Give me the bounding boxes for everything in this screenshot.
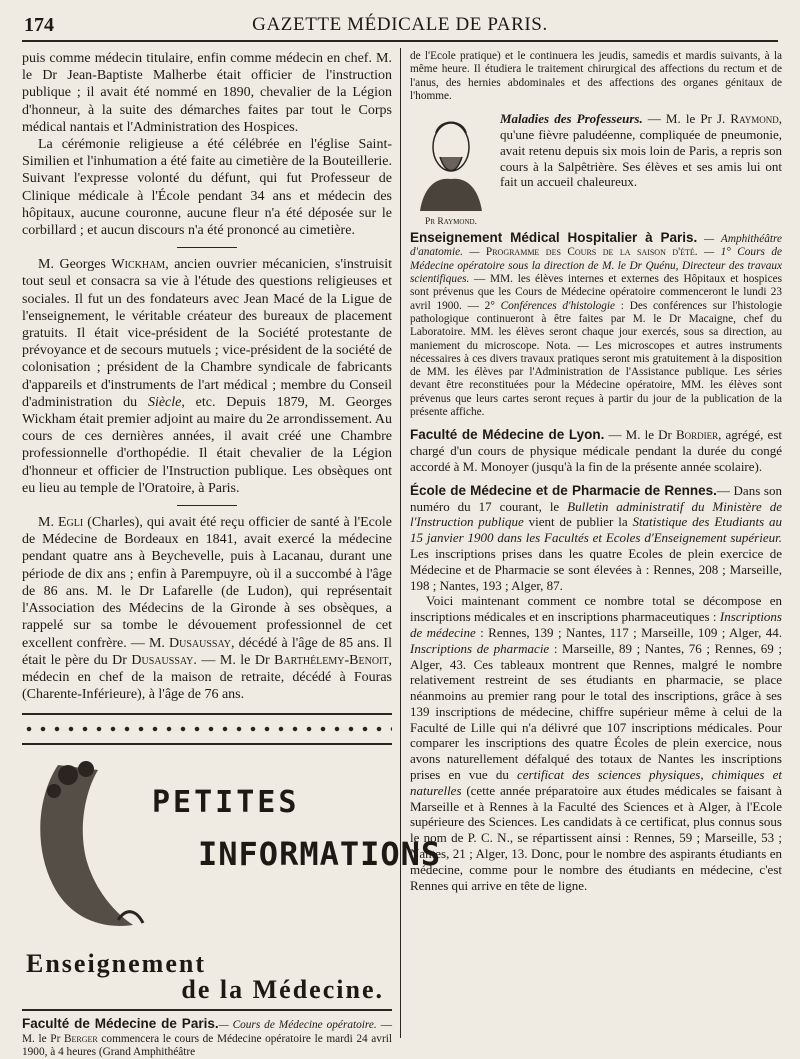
enseignement-hospitalier-paragraph: Enseignement Médical Hospitalier à Paris. — Amphithéâtre d'anatomie. — Programme des Cours de la saison d'été. — 1° Cours de Médecine opératoire sous la direction de M. le Dr Quénu, Directeur des travaux scientifiques. — MM. les élèves internes et externes des Hôpitaux et hospices sont prévenus que les Cours de Médecine opératoire commenceront le lundi 23 avril 1900. — 2° Conférences d'histologie : Des conférences sur l'histologie pathologique continueront à être faites par M. le Dr Macaigne, chef du Laboratoire. MM. les élèves seront chaque jour exercés, sous sa direction, au maniement du microscope. Nota. — Les microscopes et autres instruments nécessaires à ces divers travaux pratiques seront mis gratuitement à la disposition de MM. les élèves par l'Administration de l'Assistance publique. Les séries devant être reconstituées pour la Médecine opératoire, MM. les élèves sont prévenus que leurs cartes seront reçues à partir du jour de la publication de la présente affiche. [410, 230, 783, 419]
heading-rule [22, 1009, 392, 1011]
malherbe-paragraph: puis comme médecin titulaire, enfin comme médecin en chef. M. le Dr Jean-Baptiste Malherbe était officier de l'instruction publique ; il avait été nommé en 1890, chevalier de la Légion d'honneur, à la suite des démarches faites par tout le Corps médical nantais et l'Administration des Hospices. [22, 51, 392, 135]
lyon-paragraph: Faculté de Médecine de Lyon. — M. le Dr Bordier, agrégé, est chargé d'un cours de physique médicale pendant la durée du congé accordé à M. Monoyer (jusqu'à la fin de la présente année scolaire). [410, 427, 782, 474]
raymond-portrait [410, 113, 492, 228]
wickham-paragraph: M. Georges Wickham, ancien ouvrier mécanicien, s'instruisit tout seul et consacra sa vie à l'étude des questions religieuses et sociales. Il fut un des fondateurs avec Jean Macé de la Ligue de l'enseignement, le véritable créateur des bureaux de placement gratuits. Il était vice-président de la Société protestante de prévoyance et de secours mutuels ; vice-président de la société de colonisation ; président de la Chambre syndicale de fabricants d'appareils et d'instruments de l'art médical ; membre du Conseil d'administration du Siècle, etc. Depuis 1879, M. Georges Wickham était premier adjoint au maire du 2e arrondissement. Au cours de ces dernières années, il avait créé une Chambre professionnelle d'orthopédie. Il était chevalier de la Légion d'honneur et officier de l'Instruction publique. Les obsèques ont eu lieu au temple de l'Oratoire, à Paris. [22, 257, 392, 496]
separator-rule [177, 247, 237, 248]
rennes-paragraph-1: École de Médecine et de Pharmacie de Rennes.— Dans son numéro du 17 courant, le Bulletin administratif du Ministère de l'Instruction publique vient de publier la Statistique des Etudiants au 15 janvier 1900 dans les Facultés et Ecoles d'Enseignement supérieur. Les inscriptions prises dans les quatre Ecoles de plein exercice de Médecine et de Pharmacie se sont élevées à : Rennes, 208 ; Marseille, 198 ; Nantes, 193 ; Alger, 87. [410, 482, 782, 593]
cornucopia-illustration [28, 755, 148, 935]
portrait-caption: Pr Raymond. [425, 217, 477, 228]
ornamental-border [22, 713, 392, 745]
column-divider [400, 48, 401, 1038]
informations-heading: INFORMATIONS [198, 835, 442, 874]
berger-continuation: de l'Ecole pratique) et le continuera les jeudis, samedis et mardis suivants, à la même heure. Il étudiera le traitement chirurgical des affections du rectum et de l'anus, des hernies abdominales et des affections des organes génitaux de l'homme. [410, 50, 782, 102]
portrait-engraving [410, 113, 492, 211]
ceremony-paragraph: La cérémonie religieuse a été célébrée en l'église Saint-Similien et l'inhumation a été faite au cimetière de la Bouteillerie. Suivant l'expresse volonté du défunt, qui fut Professeur de Clinique médicale à l'École pendant 34 ans et médecin des hôpitaux, aucune couronne, aucune fleur n'a été déposée sur le corbillard ; et aucun discours n'a été prononcé au cimetière. [22, 137, 392, 239]
enseignement-heading: Enseignement [26, 949, 206, 979]
left-column [22, 50, 442, 1058]
page-number: 174 [24, 14, 54, 36]
petites-heading: PETITES [152, 785, 300, 821]
de-la-medecine-heading: de la Médecine. [181, 975, 384, 1005]
petites-informations-banner [22, 753, 442, 943]
rennes-paragraph-2: Voici maintenant comment ce nombre total se décompose en inscriptions médicales et en inscriptions pharmaceutiques : Inscriptions de médecine : Rennes, 139 ; Nantes, 117 ; Marseille, 109 ; Alger, 44. Inscriptions de pharmacie : Marseille, 89 ; Nantes, 76 ; Rennes, 69 ; Alger, 43. Ces tableaux montrent que Rennes, malgré le nombre relativement restreint de ses étudiants en pharmacie, se place néanmoins au premier rang pour le total des inscriptions, grâce à ses 139 inscriptions de médecine, chiffre supérieur même à celui de la Faculté de Lille qui n'a délivré que 107 inscriptions médicales. Pour comparer les inscriptions des quatre Écoles de plein exercice, nous avons naturellement défalqué des totaux de Nantes les inscriptions prises en vue du certificat des sciences physiques, chimiques et naturelles (cette année préparatoire aux études médicales se faisant à Marseille et à Rennes à la Faculté des Sciences et à Alger, à l'Ecole supérieure des Sciences. Les candidats à ce certificat, plus connus sous le nom de P. C. N., se répartissent ainsi : Rennes, 59 ; Marseille, 53 ; Nantes, 21 ; Alger, 13. Donc, pour le nombre des aspirants étudiants en médecine, comme pour le nombre des étudiants en médecine, c'est Rennes qui arrive en tête de ligne. [410, 593, 782, 893]
faculte-paris-paragraph: Faculté de Médecine de Paris.— Cours de Médecine opératoire. — M. le Pr Berger commencera le cours de Médecine opératoire le mardi 24 avril 1900, à 4 heures (Grand Amphithéâtre [22, 1016, 392, 1058]
egli-paragraph: M. Egli (Charles), qui avait été reçu officier de santé à l'Ecole de Médecine de Bordeaux en 1841, avait exercé la médecine pendant quatre ans à Beychevelle, puis à Lacanau, durant une période de dix ans ; enfin à Parempuyre, où il a succombé à l'âge de 86 ans. M. le Dr Lafarelle (de Ludon), qui représentait l'Association des Médecins de la Gironde à ses obsèques, a rappelé sur sa tombe le dévouement professionnel de cet excellent confrère. — M. Dusaussay, décédé à l'âge de 85 ans. Il était le père du Dr Dusaussay. — M. le Dr Barthélemy-Benoit, médecin en chef de la maison de retraite, décédé à Fouras (Charente-Inférieure), à l'âge de 76 ans. [22, 515, 392, 703]
right-column [410, 50, 782, 1040]
separator-rule [177, 505, 237, 506]
wickham-name: Wickham [111, 257, 166, 273]
raymond-paragraph: Maladies des Professeurs. — M. le Pr J. Raymond, qu'une fièvre paludéenne, compliquée de pneumonie, avait retenu depuis six mois loin de Paris, a repris son cours à la Salpêtrière. Ses élèves et ses amis lui ont fait un accueil chaleureux. [500, 111, 783, 190]
journal-title: GAZETTE MÉDICALE DE PARIS. [252, 14, 548, 35]
page-header [22, 12, 778, 42]
